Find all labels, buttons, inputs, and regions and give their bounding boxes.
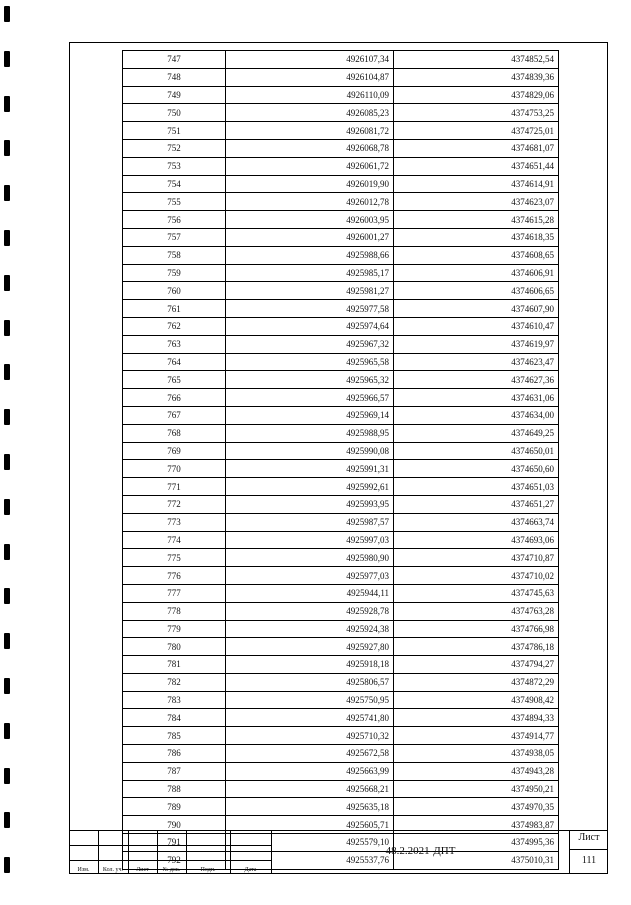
point-number-cell: 774: [123, 531, 226, 549]
y-coordinate-cell: 4374908,42: [394, 691, 559, 709]
table-row: [123, 478, 559, 496]
binder-hole: [4, 364, 10, 380]
point-number-cell: 770: [123, 460, 226, 478]
point-number-cell: 757: [123, 228, 226, 246]
x-coordinate-cell: 4925981,27: [226, 282, 394, 300]
binder-hole: [4, 499, 10, 515]
x-coordinate-cell: 4925928,78: [226, 602, 394, 620]
x-coordinate-cell: 4925991,31: [226, 460, 394, 478]
y-coordinate-cell: 4374894,33: [394, 709, 559, 727]
y-coordinate-cell: 4374610,47: [394, 317, 559, 335]
x-coordinate-cell: 4925806,57: [226, 673, 394, 691]
table-row: [123, 335, 559, 353]
y-coordinate-cell: 4374794,27: [394, 656, 559, 674]
table-row: [123, 620, 559, 638]
point-number-cell: 764: [123, 353, 226, 371]
binder-hole: [4, 185, 10, 201]
x-coordinate-cell: 4926001,27: [226, 228, 394, 246]
binder-hole: [4, 678, 10, 694]
point-number-cell: 767: [123, 406, 226, 424]
table-row: [123, 567, 559, 585]
point-number-cell: 775: [123, 549, 226, 567]
binder-hole: [4, 320, 10, 336]
x-coordinate-cell: 4925977,03: [226, 567, 394, 585]
point-number-cell: 747: [123, 51, 226, 69]
x-coordinate-cell: 4925992,61: [226, 478, 394, 496]
point-number-cell: 785: [123, 727, 226, 745]
y-coordinate-cell: 4374618,35: [394, 228, 559, 246]
y-coordinate-cell: 4374710,02: [394, 567, 559, 585]
y-coordinate-cell: 4374786,18: [394, 638, 559, 656]
y-coordinate-cell: 4374983,87: [394, 816, 559, 834]
table-row: [123, 353, 559, 371]
table-row: [123, 691, 559, 709]
y-coordinate-cell: 4374763,28: [394, 602, 559, 620]
x-coordinate-cell: 4926068,78: [226, 139, 394, 157]
x-coordinate-cell: 4925918,18: [226, 656, 394, 674]
x-coordinate-cell: 4925974,64: [226, 317, 394, 335]
table-row: [123, 68, 559, 86]
y-coordinate-cell: 4374650,01: [394, 442, 559, 460]
table-row: [123, 798, 559, 816]
y-coordinate-cell: 4374607,90: [394, 300, 559, 318]
x-coordinate-cell: 4925977,58: [226, 300, 394, 318]
y-coordinate-cell: 4374614,91: [394, 175, 559, 193]
point-number-cell: 790: [123, 816, 226, 834]
point-number-cell: 754: [123, 175, 226, 193]
y-coordinate-cell: 4375010,31: [394, 851, 559, 869]
y-coordinate-cell: 4374608,65: [394, 246, 559, 264]
binder-hole: [4, 454, 10, 470]
y-coordinate-cell: 4374829,06: [394, 86, 559, 104]
table-row: [123, 745, 559, 763]
binder-hole: [4, 544, 10, 560]
x-coordinate-cell: 4926019,90: [226, 175, 394, 193]
x-coordinate-cell: 4925537,76: [226, 851, 394, 869]
point-number-cell: 791: [123, 834, 226, 852]
binder-hole: [4, 409, 10, 425]
binder-hole: [4, 768, 10, 784]
table-row: [123, 157, 559, 175]
table-row: [123, 442, 559, 460]
stamp-grid-line: [569, 849, 608, 850]
document-number: 48.2.2021-ДПТ: [385, 845, 456, 857]
table-row: [123, 656, 559, 674]
y-coordinate-cell: 4374619,97: [394, 335, 559, 353]
point-number-cell: 765: [123, 371, 226, 389]
x-coordinate-cell: 4925750,95: [226, 691, 394, 709]
x-coordinate-cell: 4926081,72: [226, 122, 394, 140]
y-coordinate-cell: 4374753,25: [394, 104, 559, 122]
point-number-cell: 760: [123, 282, 226, 300]
point-number-cell: 787: [123, 762, 226, 780]
point-number-cell: 779: [123, 620, 226, 638]
point-number-cell: 749: [123, 86, 226, 104]
y-coordinate-cell: 4374970,35: [394, 798, 559, 816]
y-coordinate-cell: 4374663,74: [394, 513, 559, 531]
x-coordinate-cell: 4925672,58: [226, 745, 394, 763]
point-number-cell: 751: [123, 122, 226, 140]
table-row: [123, 638, 559, 656]
table-row: [123, 51, 559, 69]
point-number-cell: 768: [123, 424, 226, 442]
table-row: [123, 282, 559, 300]
y-coordinate-cell: 4374627,36: [394, 371, 559, 389]
table-row: [123, 602, 559, 620]
table-row: [123, 371, 559, 389]
y-coordinate-cell: 4374872,29: [394, 673, 559, 691]
binder-hole: [4, 812, 10, 828]
table-row: [123, 673, 559, 691]
x-coordinate-cell: 4925965,58: [226, 353, 394, 371]
point-number-cell: 750: [123, 104, 226, 122]
point-number-cell: 763: [123, 335, 226, 353]
stamp-grid-line: [69, 860, 271, 861]
stamp-caption-sheet: Лист: [136, 867, 149, 873]
y-coordinate-cell: 4374745,63: [394, 584, 559, 602]
y-coordinate-cell: 4374651,44: [394, 157, 559, 175]
x-coordinate-cell: 4925965,32: [226, 371, 394, 389]
x-coordinate-cell: 4925663,99: [226, 762, 394, 780]
y-coordinate-cell: 4374606,91: [394, 264, 559, 282]
stamp-caption-date: Дата: [244, 867, 257, 873]
x-coordinate-cell: 4926085,23: [226, 104, 394, 122]
table-row: [123, 104, 559, 122]
title-block: [69, 830, 608, 874]
table-row: [123, 495, 559, 513]
point-number-cell: 778: [123, 602, 226, 620]
table-row: [123, 389, 559, 407]
x-coordinate-cell: 4925966,57: [226, 389, 394, 407]
table-row: [123, 264, 559, 282]
x-coordinate-cell: 4925969,14: [226, 406, 394, 424]
x-coordinate-cell: 4925924,38: [226, 620, 394, 638]
y-coordinate-cell: 4374995,36: [394, 834, 559, 852]
point-number-cell: 759: [123, 264, 226, 282]
point-number-cell: 783: [123, 691, 226, 709]
binder-hole: [4, 633, 10, 649]
table-row: [123, 300, 559, 318]
table-row: [123, 175, 559, 193]
binder-hole: [4, 51, 10, 67]
stamp-caption-signature: Подп.: [200, 867, 216, 873]
table-row: [123, 246, 559, 264]
point-number-cell: 780: [123, 638, 226, 656]
table-row: [123, 228, 559, 246]
y-coordinate-cell: 4374693,06: [394, 531, 559, 549]
point-number-cell: 761: [123, 300, 226, 318]
binder-hole: [4, 6, 10, 22]
point-number-cell: 773: [123, 513, 226, 531]
point-number-cell: 789: [123, 798, 226, 816]
binder-hole: [4, 140, 10, 156]
y-coordinate-cell: 4374943,28: [394, 762, 559, 780]
y-coordinate-cell: 4374623,07: [394, 193, 559, 211]
point-number-cell: 772: [123, 495, 226, 513]
x-coordinate-cell: 4925988,66: [226, 246, 394, 264]
coordinates-table-body: [123, 51, 559, 870]
x-coordinate-cell: 4925944,11: [226, 584, 394, 602]
stamp-grid-line: [69, 845, 271, 846]
x-coordinate-cell: 4926061,72: [226, 157, 394, 175]
stamp-caption-doc: № док.: [162, 867, 181, 873]
binder-hole: [4, 723, 10, 739]
point-number-cell: 786: [123, 745, 226, 763]
y-coordinate-cell: 4374852,54: [394, 51, 559, 69]
point-number-cell: 769: [123, 442, 226, 460]
x-coordinate-cell: 4925997,03: [226, 531, 394, 549]
sheet-label: Лист: [578, 832, 600, 843]
y-coordinate-cell: 4374681,07: [394, 139, 559, 157]
x-coordinate-cell: 4925605,71: [226, 816, 394, 834]
x-coordinate-cell: 4925993,95: [226, 495, 394, 513]
table-row: [123, 211, 559, 229]
point-number-cell: 788: [123, 780, 226, 798]
x-coordinate-cell: 4925980,90: [226, 549, 394, 567]
y-coordinate-cell: 4374950,21: [394, 780, 559, 798]
x-coordinate-cell: 4926110,09: [226, 86, 394, 104]
point-number-cell: 748: [123, 68, 226, 86]
table-row: [123, 406, 559, 424]
y-coordinate-cell: 4374725,01: [394, 122, 559, 140]
x-coordinate-cell: 4926012,78: [226, 193, 394, 211]
y-coordinate-cell: 4374650,60: [394, 460, 559, 478]
x-coordinate-cell: 4925579,10: [226, 834, 394, 852]
table-row: [123, 424, 559, 442]
table-row: [123, 531, 559, 549]
x-coordinate-cell: 4926003,95: [226, 211, 394, 229]
y-coordinate-cell: 4374938,05: [394, 745, 559, 763]
table-row: [123, 762, 559, 780]
y-coordinate-cell: 4374651,03: [394, 478, 559, 496]
x-coordinate-cell: 4925990,08: [226, 442, 394, 460]
table-row: [123, 460, 559, 478]
table-row: [123, 86, 559, 104]
y-coordinate-cell: 4374649,25: [394, 424, 559, 442]
table-row: [123, 513, 559, 531]
binder-hole: [4, 96, 10, 112]
y-coordinate-cell: 4374615,28: [394, 211, 559, 229]
point-number-cell: 782: [123, 673, 226, 691]
table-row: [123, 584, 559, 602]
x-coordinate-cell: 4925988,95: [226, 424, 394, 442]
table-row: [123, 317, 559, 335]
point-number-cell: 755: [123, 193, 226, 211]
x-coordinate-cell: 4925927,80: [226, 638, 394, 656]
y-coordinate-cell: 4374766,98: [394, 620, 559, 638]
y-coordinate-cell: 4374606,65: [394, 282, 559, 300]
x-coordinate-cell: 4925635,18: [226, 798, 394, 816]
x-coordinate-cell: 4925710,32: [226, 727, 394, 745]
point-number-cell: 776: [123, 567, 226, 585]
point-number-cell: 792: [123, 851, 226, 869]
point-number-cell: 752: [123, 139, 226, 157]
y-coordinate-cell: 4374634,00: [394, 406, 559, 424]
point-number-cell: 756: [123, 211, 226, 229]
table-row: [123, 727, 559, 745]
x-coordinate-cell: 4926104,87: [226, 68, 394, 86]
binder-hole: [4, 588, 10, 604]
binder-hole: [4, 230, 10, 246]
table-row: [123, 709, 559, 727]
x-coordinate-cell: 4926107,34: [226, 51, 394, 69]
point-number-cell: 784: [123, 709, 226, 727]
table-row: [123, 549, 559, 567]
binder-hole: [4, 275, 10, 291]
x-coordinate-cell: 4925985,17: [226, 264, 394, 282]
y-coordinate-cell: 4374651,27: [394, 495, 559, 513]
y-coordinate-cell: 4374710,87: [394, 549, 559, 567]
x-coordinate-cell: 4925668,21: [226, 780, 394, 798]
y-coordinate-cell: 4374839,36: [394, 68, 559, 86]
point-number-cell: 753: [123, 157, 226, 175]
point-number-cell: 758: [123, 246, 226, 264]
sheet-number: 111: [581, 855, 597, 866]
table-row: [123, 139, 559, 157]
x-coordinate-cell: 4925987,57: [226, 513, 394, 531]
point-number-cell: 777: [123, 584, 226, 602]
x-coordinate-cell: 4925967,32: [226, 335, 394, 353]
point-number-cell: 771: [123, 478, 226, 496]
stamp-caption-change: Изм.: [77, 867, 90, 873]
point-number-cell: 762: [123, 317, 226, 335]
point-number-cell: 766: [123, 389, 226, 407]
x-coordinate-cell: 4925741,80: [226, 709, 394, 727]
table-row: [123, 780, 559, 798]
y-coordinate-cell: 4374623,47: [394, 353, 559, 371]
coordinates-table: [122, 50, 559, 870]
y-coordinate-cell: 4374914,77: [394, 727, 559, 745]
stamp-caption-count: Кол. уч.: [102, 867, 124, 873]
y-coordinate-cell: 4374631,06: [394, 389, 559, 407]
binder-hole: [4, 857, 10, 873]
point-number-cell: 781: [123, 656, 226, 674]
table-row: [123, 193, 559, 211]
table-row: [123, 122, 559, 140]
